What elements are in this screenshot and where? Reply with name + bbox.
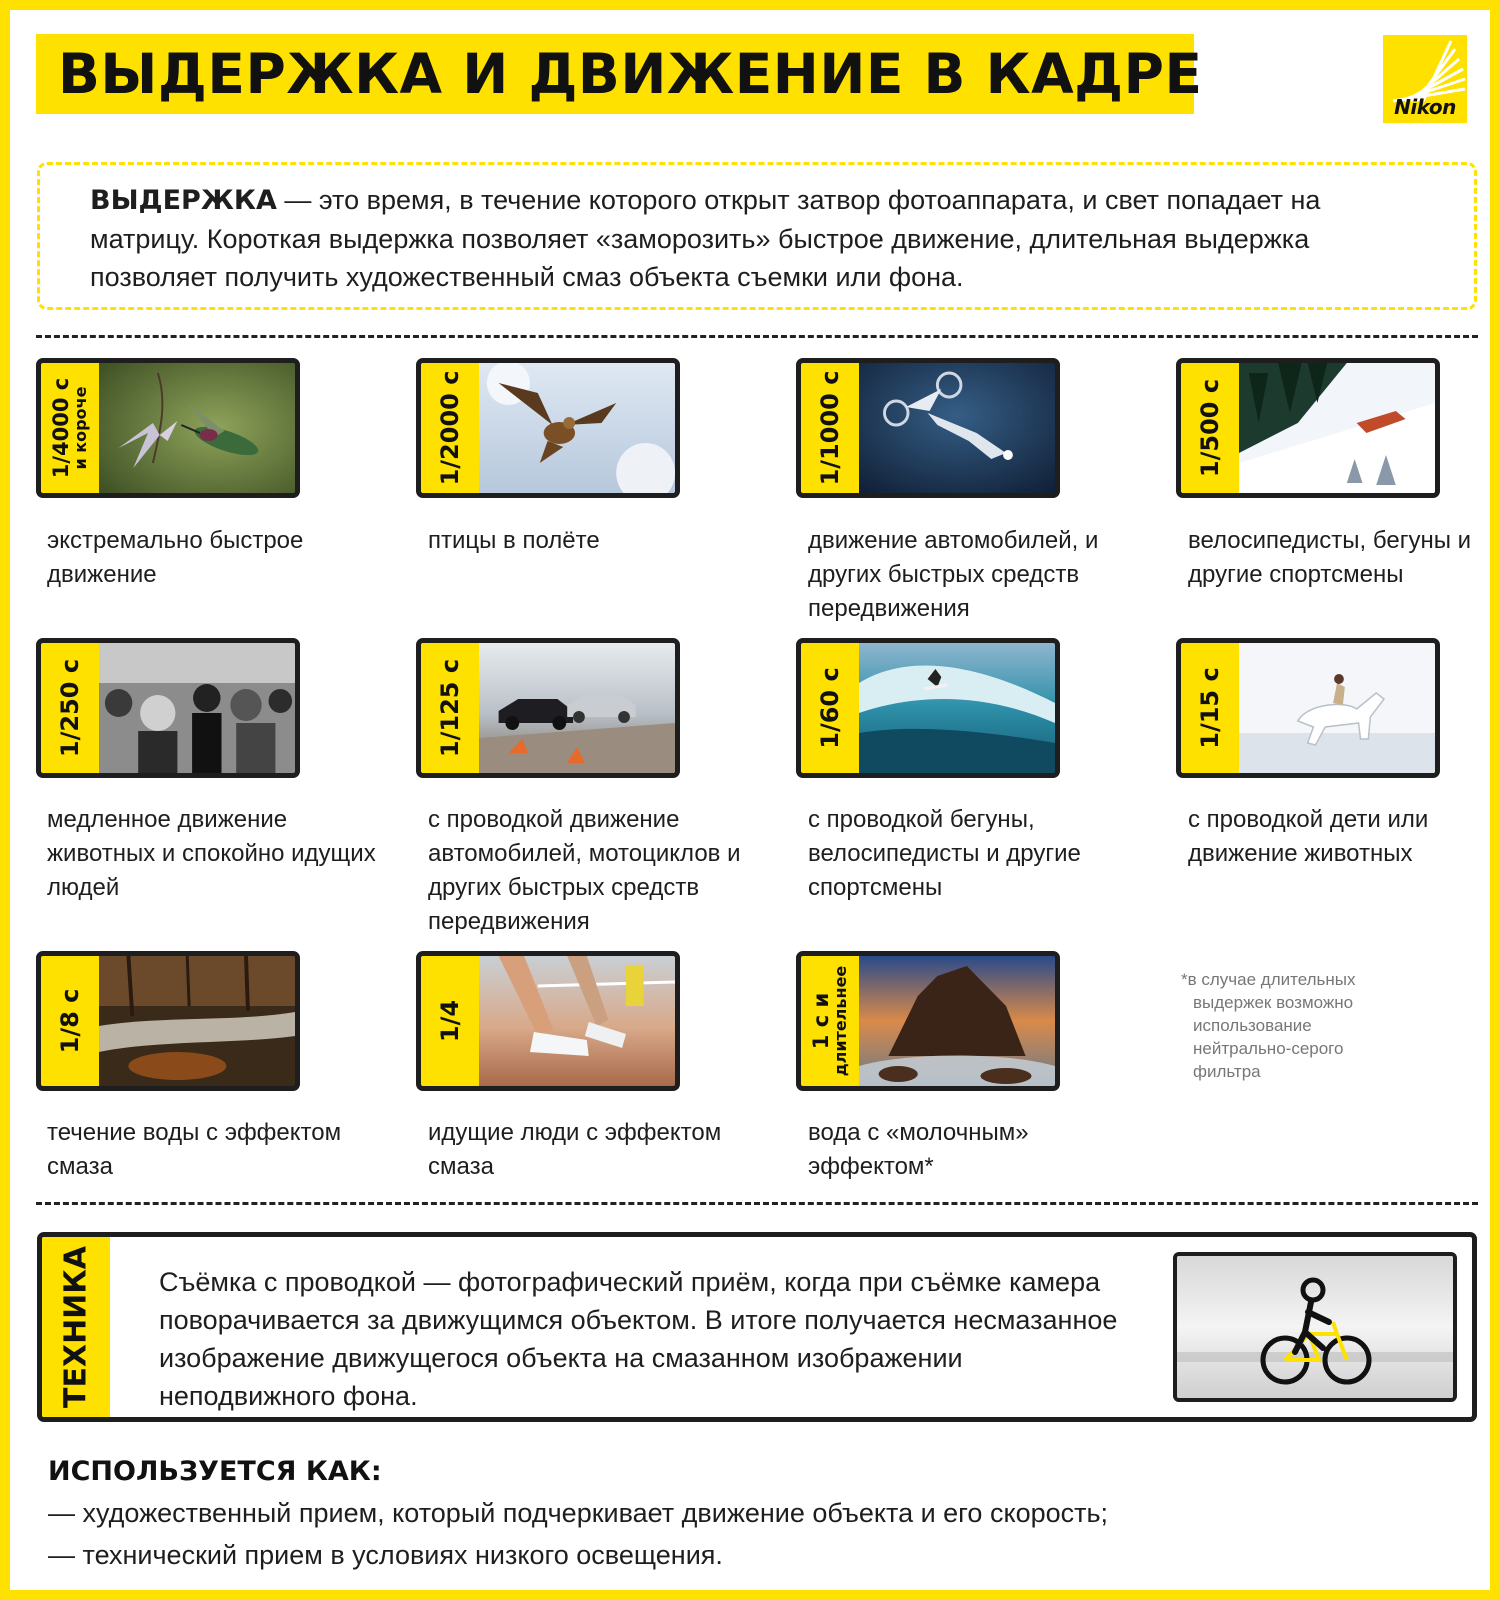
- speed-label: 1/60 с: [816, 667, 844, 749]
- uses-item: — художественный прием, который подчеркивает движение объекта и его скорость;: [48, 1498, 1109, 1528]
- speed-label: 1/250 с: [56, 658, 84, 758]
- speed-card: [416, 358, 680, 498]
- rocks-sunset-photo: [859, 956, 1055, 1086]
- technique-tag: ТЕХНИКА: [58, 1245, 94, 1409]
- speed-caption: велосипедисты, бегуны и другие спортсмены: [1188, 527, 1472, 588]
- crowd-photo: [99, 643, 295, 773]
- speed-caption: с проводкой дети или движение животных: [1188, 806, 1429, 867]
- speed-label: 1/4000 с и короче: [49, 377, 90, 479]
- cyclist-icon: [1173, 1252, 1457, 1402]
- speed-caption: течение воды с эффектом смаза: [47, 1119, 342, 1180]
- speed-card: [416, 951, 680, 1091]
- speed-label: 1/4: [436, 999, 464, 1043]
- speed-card: [1176, 638, 1440, 778]
- speed-caption: птицы в полёте: [428, 527, 600, 554]
- speed-caption: с проводкой движение автомобилей, мотоциклов и других быстрых средств передвижения: [428, 806, 741, 935]
- surfer-photo: [859, 643, 1055, 773]
- motocross-photo: [859, 363, 1055, 493]
- speed-card: [36, 638, 300, 778]
- speed-caption: вода с «молочным» эффектом*: [808, 1119, 1029, 1180]
- speed-caption: с проводкой бегуны, велосипедисты и другие спортсмены: [808, 806, 1081, 901]
- uses-item: — технический прием в условиях низкого освещения.: [48, 1540, 723, 1570]
- speed-card: [796, 951, 1060, 1091]
- speed-label: 1/500 с: [1196, 378, 1224, 478]
- hummingbird-photo: [99, 363, 295, 493]
- speed-card: [36, 951, 300, 1091]
- divider-top: [36, 335, 1478, 338]
- speed-label: 1 с и длительнее: [809, 965, 850, 1077]
- page-title: ВЫДЕРЖКА И ДВИЖЕНИЕ В КАДРЕ: [58, 42, 1203, 106]
- divider-bottom: [36, 1202, 1478, 1205]
- speed-card: [36, 358, 300, 498]
- technique-text: Съёмка с проводкой — фотографический приём, когда при съёмке камера поворачивается за движущимся объектом. В итоге получается несмазанное изображение движущегося объекта на смазанном изображении неподвижного фона.: [159, 1267, 1118, 1411]
- speed-caption: движение автомобилей, и других быстрых средств передвижения: [808, 527, 1099, 622]
- runner-feet-photo: [479, 956, 675, 1086]
- speed-caption: медленное движение животных и спокойно идущих людей: [47, 806, 376, 901]
- stream-photo: [99, 956, 295, 1086]
- speed-card: [416, 638, 680, 778]
- speed-caption: экстремально быстрое движение: [47, 527, 304, 588]
- speed-caption: идущие люди с эффектом смаза: [428, 1119, 722, 1180]
- intro-term: ВЫДЕРЖКА: [90, 185, 277, 216]
- technique-box: [37, 1232, 1477, 1422]
- title-banner: [36, 34, 1203, 114]
- uses-title: ИСПОЛЬЗУЕТСЯ КАК:: [48, 1456, 382, 1487]
- intro-box: [37, 162, 1477, 310]
- speed-label: 1/8 с: [56, 988, 84, 1054]
- nikon-logo: [1383, 35, 1467, 123]
- eagle-photo: [479, 363, 675, 493]
- speed-card: [1176, 358, 1440, 498]
- speed-card: [796, 638, 1060, 778]
- speed-label: 1/15 с: [1196, 667, 1224, 749]
- speed-label: 1/1000 с: [816, 370, 844, 486]
- speed-label: 1/2000 с: [436, 370, 464, 486]
- horse-photo: [1239, 643, 1435, 773]
- logo-text: Nikon: [1394, 95, 1456, 119]
- speed-card: [796, 358, 1060, 498]
- skier-photo: [1239, 363, 1435, 493]
- cars-photo: [479, 643, 675, 773]
- speed-label: 1/125 с: [436, 658, 464, 758]
- intro-text: — это время, в течение которого открыт затвор фотоаппарата, и свет попадает на матрицу. Короткая выдержка позволяет «заморозить» быстрое движение, длительная выдержка позволяет получить художественный смаз объекта съемки или фона.: [90, 185, 1321, 292]
- footnote: *в случае длительных выдержек возможно использование нейтрально-серого фильтра: [1181, 970, 1356, 1081]
